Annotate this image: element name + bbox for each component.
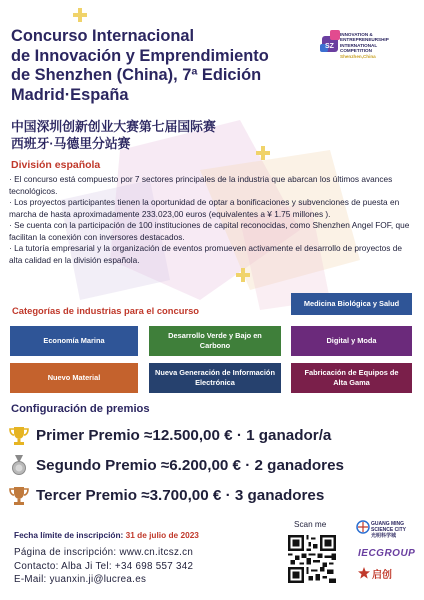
title-cn-line: 西班牙·马德里分站赛 <box>11 136 131 151</box>
page-title-chinese <box>11 118 341 152</box>
contact-line-email[interactable]: E-Mail: yuanxin.ji@lucrea.es <box>14 574 147 585</box>
sz-logo-icon <box>320 30 342 56</box>
deadline-label: Fecha límite de inscripción: <box>14 530 124 540</box>
prize-text: Primer Premio ≈12.500,00 € · 1 ganador/a <box>36 426 332 444</box>
qr-code-icon[interactable] <box>288 535 336 583</box>
sponsor-iecgroup: IECGROUP <box>358 548 416 559</box>
decorative-plus-icon <box>236 268 250 282</box>
bullet-item: · Los proyectos participantes tienen la oportunidad de optar a bonificaciones y subvenciones de puesta en marcha de hasta aproximadamente 233.023,00 euros (equivalentes a ¥ 1.75 millones ). <box>9 197 400 219</box>
sponsor-name: GUANG MING SCIENCE CITY <box>371 521 407 533</box>
prize-third <box>8 483 418 507</box>
silver-medal-icon <box>8 454 30 476</box>
bullet-item: · La tutoría empresarial y la organización de eventos promueven activamente el desarrollo de proyectos de alta calidad en la división española. <box>9 243 402 265</box>
deadline <box>14 530 199 540</box>
deadline-date: 31 de julio de 2023 <box>125 530 199 540</box>
category-tile-electronic-information: Nueva Generación de Información Electrónica <box>149 363 281 393</box>
logo-line: ENTREPRENEURSHIP <box>340 37 389 43</box>
contact-line-phone: Contacto: Alba Ji Tel: +34 698 557 342 <box>14 560 194 572</box>
bullet-item: · El concurso está compuesto por 7 sectores principales de la industria que abarcan los últimos avances tecnológicos. <box>9 174 393 196</box>
gold-trophy-icon <box>8 424 30 446</box>
sponsor-name-cn: 光明科学城 <box>371 533 397 539</box>
title-cn-line: 中国深圳创新创业大赛第七届国际赛 <box>11 119 216 134</box>
category-tile-marine-economy: Economía Marina <box>10 326 138 356</box>
prize-text: Segundo Premio ≈6.200,00 € · 2 ganadores <box>36 456 344 474</box>
prize-second <box>8 453 418 477</box>
bullet-item: · Se cuenta con la participación de 100 instituciones de capital reconocidas, como Shenzhen Angel FOF, que facilitan la conexión con inversores destacados. <box>9 220 410 242</box>
guangming-logo-icon <box>356 520 370 534</box>
logo-mark: SZ <box>325 43 334 50</box>
logo-city: Shenzhen,China <box>340 53 376 59</box>
title-line: Concurso Internacional <box>11 27 195 45</box>
title-line: de Shenzhen (China), 7ª Edición <box>11 66 262 84</box>
contact-line-website[interactable]: Página de inscripción: www.cn.itcsz.cn <box>14 547 194 558</box>
logo-line: COMPETITION <box>340 48 372 54</box>
categories-title: Categorías de industrias para el concurso <box>12 305 200 316</box>
bronze-trophy-icon <box>8 484 30 506</box>
sponsor-qichuang: 启创 <box>372 570 392 581</box>
contact-info <box>14 546 274 587</box>
division-bullets <box>9 174 417 266</box>
sponsor-guangming <box>371 521 421 539</box>
category-tile-digital-fashion: Digital y Moda <box>291 326 412 356</box>
prize-first <box>8 423 418 447</box>
category-tile-high-end-equipment: Fabricación de Equipos de Alta Gama <box>291 363 412 393</box>
qichuang-star-icon <box>358 567 370 579</box>
page-title <box>11 27 321 105</box>
division-title: División española <box>11 159 101 171</box>
logo-text <box>340 32 420 59</box>
prizes-title: Configuración de premios <box>11 403 150 415</box>
title-line: de Innovación y Emprendimiento <box>11 46 269 65</box>
category-tile-biomedicine: Medicina Biológica y Salud <box>291 293 412 315</box>
logo-line: INTERNATIONAL <box>340 42 378 48</box>
category-tile-green-development: Desarrollo Verde y Bajo en Carbono <box>149 326 281 356</box>
title-line: Madrid·España <box>11 85 129 104</box>
prize-text: Tercer Premio ≈3.700,00 € · 3 ganadores <box>36 486 325 504</box>
scan-label: Scan me <box>294 520 327 529</box>
category-tile-new-material: Nuevo Material <box>10 363 138 393</box>
decorative-plus-icon <box>73 8 87 22</box>
competition-logo <box>320 28 420 88</box>
logo-line: INNOVATION & <box>340 32 373 37</box>
